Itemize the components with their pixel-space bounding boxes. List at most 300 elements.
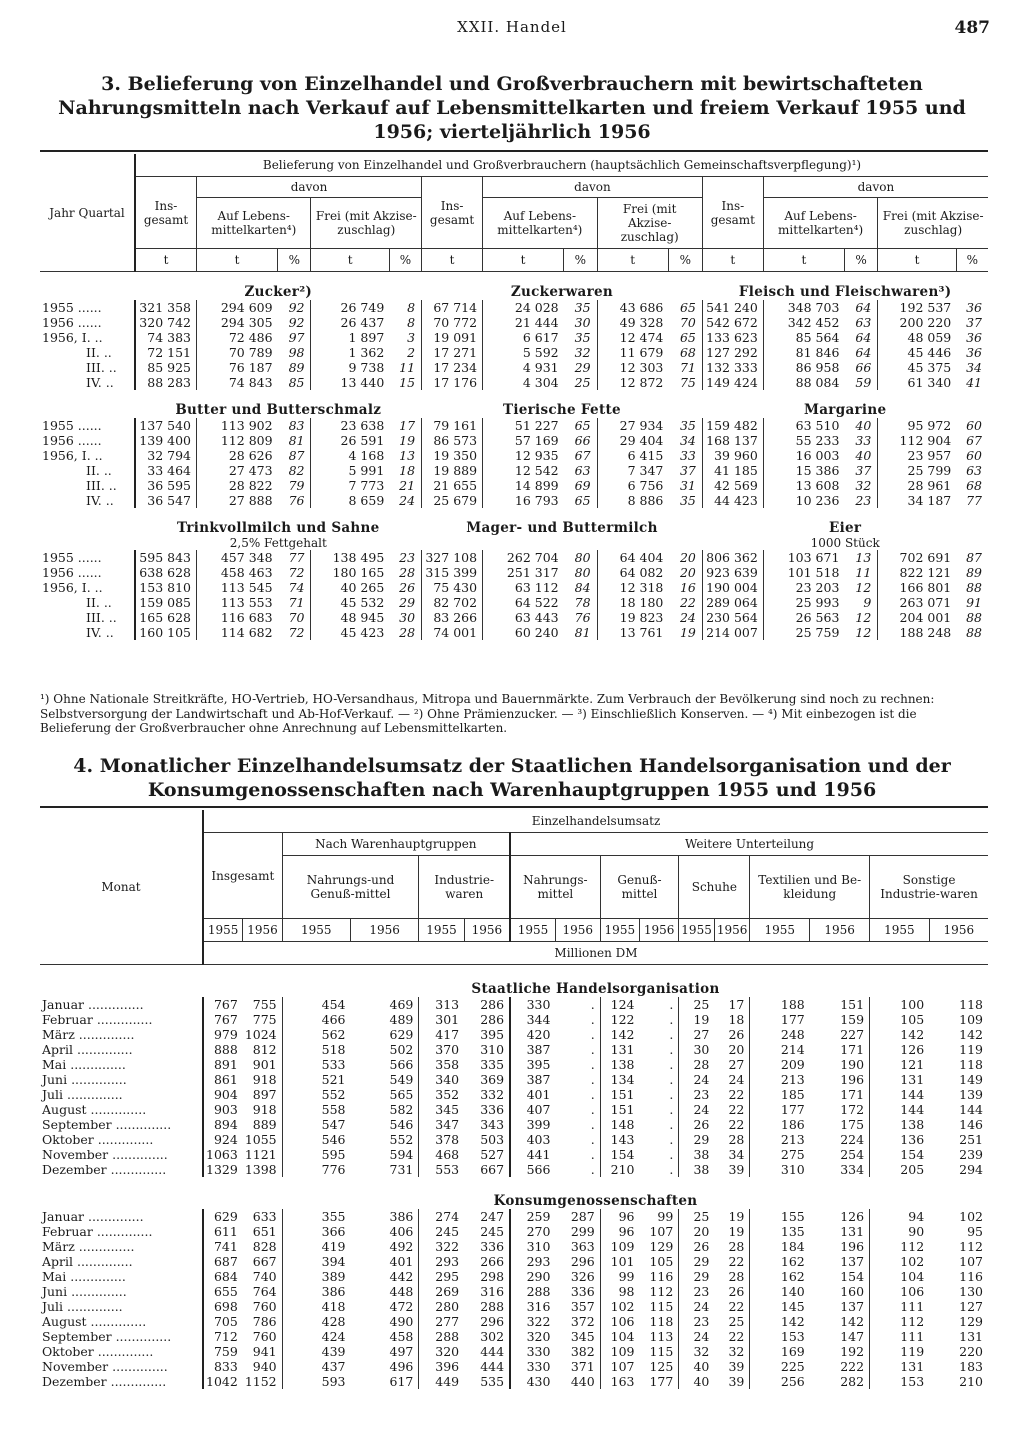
t4-num-cell: 698 <box>203 1299 243 1314</box>
t4-num-cell: 107 <box>649 1224 674 1239</box>
t3-head-units <box>40 249 988 272</box>
t4-num-cell: 22 <box>728 1087 745 1102</box>
t3-num-cell: 43 686 <box>597 300 668 315</box>
t3-pct-cell: 12 <box>855 625 872 640</box>
t4-num-cell: 270 <box>510 1224 555 1239</box>
t3-pct-cell: 20 <box>679 550 696 565</box>
t3-num-cell: 5 592 <box>483 345 564 360</box>
t4-year-1956: 1956 <box>555 919 600 942</box>
t3-num-cell: 21 655 <box>422 478 483 493</box>
t4-num-cell: 287 <box>570 1209 595 1224</box>
t3-num-cell: 160 105 <box>135 625 197 640</box>
t3-pct-cell: 98 <box>288 345 305 360</box>
t4-num-cell: 196 <box>840 1072 865 1087</box>
t3-num-cell: 19 823 <box>597 610 668 625</box>
t4-year-1956: 1956 <box>929 919 988 942</box>
t4-head-insgesamt: Insgesamt <box>203 833 282 919</box>
t4-num-cell: . <box>590 1117 595 1132</box>
t3-num-cell: 112 809 <box>197 433 278 448</box>
t4-num-cell: 420 <box>510 1027 555 1042</box>
t4-num-cell: 105 <box>870 1012 930 1027</box>
t4-num-cell: 293 <box>510 1254 555 1269</box>
t3-num-cell: 36 547 <box>135 493 197 508</box>
t3-pct-cell: 12 <box>855 580 872 595</box>
t3-num-cell: 24 028 <box>483 300 564 315</box>
t4-num-cell: 310 <box>750 1162 810 1177</box>
t3-row-label: III. .. <box>86 610 117 625</box>
t3-pct-cell: 28 <box>399 565 416 580</box>
t4-num-cell: 222 <box>840 1359 865 1374</box>
t3-pct-cell: 16 <box>679 580 696 595</box>
t3-num-cell: 4 931 <box>483 360 564 375</box>
t3-pct-cell: 31 <box>679 478 696 493</box>
t4-num-cell: 23 <box>679 1314 715 1329</box>
t3-group-title: Margarine <box>804 402 887 418</box>
t3-data-row <box>40 478 988 493</box>
t3-data-row <box>40 580 988 595</box>
t4-num-cell: 20 <box>679 1224 715 1239</box>
t3-pct-cell: 69 <box>574 478 591 493</box>
t3-pct-cell: 13 <box>855 550 872 565</box>
t4-num-cell: 403 <box>510 1132 555 1147</box>
t3-num-cell: 114 682 <box>197 625 278 640</box>
t4-num-cell: 521 <box>282 1072 350 1087</box>
t4-num-cell: . <box>669 1072 674 1087</box>
t4-num-cell: 131 <box>870 1072 930 1087</box>
t4-data-row <box>40 1209 988 1224</box>
t3-head-frei: Frei (mit Akzise-zuschlag) <box>311 198 422 249</box>
t4-num-cell: 1329 <box>203 1162 243 1177</box>
t4-month-label: Dezember .............. <box>42 1162 167 1177</box>
t4-month-label: Juli .............. <box>42 1087 123 1102</box>
t4-num-cell: 1063 <box>203 1147 243 1162</box>
t4-num-cell: 34 <box>728 1147 745 1162</box>
t4-num-cell: 28 <box>679 1057 715 1072</box>
t4-num-cell: 129 <box>959 1314 983 1329</box>
t4-data-row <box>40 1027 988 1042</box>
t4-num-cell: . <box>590 1132 595 1147</box>
t4-num-cell: 731 <box>389 1162 414 1177</box>
t4-num-cell: 99 <box>657 1209 674 1224</box>
t4-num-cell: 25 <box>679 1209 715 1224</box>
t4-num-cell: 286 <box>480 997 505 1012</box>
t4-year-1956: 1956 <box>464 919 510 942</box>
t3-num-cell: 83 266 <box>422 610 483 625</box>
t3-group-subnote <box>422 536 703 550</box>
t3-num-cell: 595 843 <box>135 550 197 565</box>
t4-num-cell: 274 <box>419 1209 464 1224</box>
t4-num-cell: 26 <box>679 1117 715 1132</box>
t4-num-cell: 1398 <box>244 1162 277 1177</box>
t3-num-cell: 72 151 <box>135 345 197 360</box>
t4-num-cell: 214 <box>750 1042 810 1057</box>
t4-num-cell: 518 <box>282 1042 350 1057</box>
t3-pct-cell: 68 <box>966 478 982 493</box>
t3-num-cell: 23 957 <box>878 448 956 463</box>
t3-pct-cell: 23 <box>855 493 872 508</box>
table4-title: 4. Monatlicher Einzelhandelsumsatz der Staatlichen Handelsorganisation und der Konsumgenossenschaften nach Warenhauptgruppen 1955 und 1956 <box>73 755 951 801</box>
t3-pct-cell: 84 <box>574 580 591 595</box>
t3-pct-cell: 63 <box>574 463 591 478</box>
t4-num-cell: 889 <box>252 1117 277 1132</box>
t4-num-cell: 147 <box>840 1329 865 1344</box>
t4-month-label: Mai .............. <box>42 1057 126 1072</box>
t4-num-cell: 940 <box>252 1359 277 1374</box>
t4-num-cell: 629 <box>389 1027 414 1042</box>
t4-num-cell: 448 <box>389 1284 414 1299</box>
t4-head-sonstige: Sonstige Industrie-waren <box>870 856 988 919</box>
t3-row-label: 1956, I. .. <box>42 448 103 463</box>
t4-num-cell: 684 <box>203 1269 243 1284</box>
t4-num-cell: 109 <box>600 1239 639 1254</box>
t3-num-cell: 45 423 <box>311 625 389 640</box>
t3-row-label: 1956 ...... <box>42 315 102 330</box>
t3-unit-pct: % <box>844 249 877 272</box>
t4-num-cell: 107 <box>959 1254 983 1269</box>
t3-num-cell: 48 059 <box>878 330 956 345</box>
t4-num-cell: 336 <box>570 1284 595 1299</box>
t3-num-cell: 17 271 <box>422 345 483 360</box>
t3-num-cell: 214 007 <box>702 625 763 640</box>
t4-num-cell: 366 <box>282 1224 350 1239</box>
t3-num-cell: 12 474 <box>597 330 668 345</box>
t4-num-cell: 40 <box>679 1359 715 1374</box>
t3-num-cell: 6 617 <box>483 330 564 345</box>
t3-pct-cell: 15 <box>399 375 416 390</box>
t4-year-1956: 1956 <box>243 919 282 942</box>
t3-unit-t: t <box>597 249 668 272</box>
table3-top-rule <box>40 150 988 152</box>
t3-pct-cell: 59 <box>855 375 872 390</box>
t4-num-cell: 439 <box>282 1344 350 1359</box>
t3-pct-cell: 40 <box>855 448 872 463</box>
t3-num-cell: 86 958 <box>763 360 844 375</box>
t4-year-1955: 1955 <box>510 919 555 942</box>
t4-num-cell: 131 <box>870 1359 930 1374</box>
t3-pct-cell: 88 <box>966 625 982 640</box>
t3-num-cell: 74 843 <box>197 375 278 390</box>
t4-num-cell: 172 <box>840 1102 865 1117</box>
t4-num-cell: 151 <box>600 1087 639 1102</box>
t3-num-cell: 23 203 <box>763 580 844 595</box>
t4-data-row <box>40 1269 988 1284</box>
t3-pct-cell: 82 <box>288 463 305 478</box>
t4-num-cell: 786 <box>252 1314 277 1329</box>
t4-num-cell: 162 <box>750 1254 810 1269</box>
t4-num-cell: 184 <box>750 1239 810 1254</box>
t3-unit-t: t <box>135 249 197 272</box>
t4-data-row <box>40 1254 988 1269</box>
t3-num-cell: 72 486 <box>197 330 278 345</box>
t3-data-row <box>40 595 988 610</box>
t4-num-cell: 382 <box>570 1344 595 1359</box>
t3-num-cell: 822 121 <box>878 565 956 580</box>
t3-pct-cell: 19 <box>679 625 696 640</box>
t3-num-cell: 4 168 <box>311 448 389 463</box>
t3-head-row-1 <box>40 154 988 177</box>
t3-num-cell: 342 452 <box>763 315 844 330</box>
t4-num-cell: 266 <box>480 1254 505 1269</box>
t4-num-cell: 941 <box>252 1344 277 1359</box>
t4-num-cell: 316 <box>480 1284 505 1299</box>
t4-num-cell: 358 <box>419 1057 464 1072</box>
t3-data-row <box>40 565 988 580</box>
t4-data-row <box>40 1162 988 1177</box>
t4-data-row <box>40 1147 988 1162</box>
t4-num-cell: 26 <box>679 1239 715 1254</box>
t4-num-cell: 138 <box>600 1057 639 1072</box>
t4-num-cell: 138 <box>870 1117 930 1132</box>
t4-num-cell: 29 <box>679 1254 715 1269</box>
t4-num-cell: 655 <box>203 1284 243 1299</box>
t3-pct-cell: 65 <box>679 330 696 345</box>
t4-num-cell: 897 <box>252 1087 277 1102</box>
t3-num-cell: 45 446 <box>878 345 956 360</box>
t3-pct-cell: 36 <box>966 345 982 360</box>
t3-pct-cell: 67 <box>966 433 982 448</box>
t3-num-cell: 82 702 <box>422 595 483 610</box>
t3-num-cell: 153 810 <box>135 580 197 595</box>
t3-unit-pct: % <box>278 249 311 272</box>
t3-stub-head: Jahr Quartal <box>40 154 135 272</box>
t3-group-subnote: 2,5% Fettgehalt <box>229 536 327 550</box>
t3-data-row <box>40 330 988 345</box>
t4-num-cell: 144 <box>870 1102 930 1117</box>
t3-data-row <box>40 418 988 433</box>
t3-pct-cell: 74 <box>288 580 305 595</box>
t3-num-cell: 19 350 <box>422 448 483 463</box>
t3-num-cell: 6 756 <box>597 478 668 493</box>
t4-month-label: September .............. <box>42 1117 172 1132</box>
t3-head-insgesamt: Ins-gesamt <box>422 177 483 249</box>
t4-num-cell: 245 <box>480 1224 505 1239</box>
t4-num-cell: 39 <box>728 1162 745 1177</box>
t4-num-cell: . <box>669 1132 674 1147</box>
t3-num-cell: 7 347 <box>597 463 668 478</box>
t4-num-cell: 151 <box>600 1102 639 1117</box>
t4-data-row <box>40 1042 988 1057</box>
t3-row-label: 1955 ...... <box>42 550 102 565</box>
t4-num-cell: 102 <box>959 1209 983 1224</box>
t4-num-cell: 298 <box>480 1269 505 1284</box>
t3-num-cell: 806 362 <box>702 550 763 565</box>
t3-row-label: 1956 ...... <box>42 433 102 448</box>
t3-num-cell: 67 714 <box>422 300 483 315</box>
page-number: 487 <box>954 18 990 38</box>
t4-data-row <box>40 1057 988 1072</box>
t4-num-cell: 458 <box>389 1329 414 1344</box>
t4-num-cell: 112 <box>870 1239 930 1254</box>
t3-pct-cell: 41 <box>966 375 982 390</box>
t3-head-karten: Auf Lebens-mittelkarten⁴) <box>763 198 877 249</box>
t3-row-label: IV. .. <box>86 375 114 390</box>
t3-pct-cell: 68 <box>679 345 696 360</box>
t3-group-title-row <box>40 272 988 301</box>
t3-num-cell: 40 265 <box>311 580 389 595</box>
t3-num-cell: 21 444 <box>483 315 564 330</box>
t4-num-cell: 140 <box>750 1284 810 1299</box>
t4-num-cell: 154 <box>840 1269 865 1284</box>
t4-num-cell: 125 <box>649 1359 674 1374</box>
t4-year-1956: 1956 <box>810 919 870 942</box>
t3-pct-cell: 70 <box>288 610 305 625</box>
t3-pct-cell: 8 <box>407 315 416 330</box>
table3-footnote: ¹) Ohne Nationale Streitkräfte, HO-Vertrieb, HO-Versandhaus, Mitropa und Bauernmärkte. Zum Verbrauch der Bevölkerung sind noch zu rechnen: Selbstversorgung der Landwirtschaft und Ab-Hof-Verkauf. — ²) Ohne Prämienzucker. — ³) Einschließlich Konserven. — ⁴) Mit einbezogen ist die Belieferung der Großverbraucher ohne Anrechnung auf Lebensmittelkarten. <box>40 692 935 735</box>
t4-num-cell: 175 <box>840 1117 865 1132</box>
t3-num-cell: 95 972 <box>878 418 956 433</box>
t4-num-cell: 401 <box>389 1254 414 1269</box>
t4-num-cell: 741 <box>203 1239 243 1254</box>
t4-num-cell: 102 <box>870 1254 930 1269</box>
t3-data-row <box>40 610 988 625</box>
t4-year-1955: 1955 <box>282 919 350 942</box>
t4-num-cell: 280 <box>419 1299 464 1314</box>
t4-num-cell: 38 <box>679 1162 715 1177</box>
t4-num-cell: 492 <box>389 1239 414 1254</box>
t4-num-cell: 322 <box>510 1314 555 1329</box>
t4-num-cell: 454 <box>282 997 350 1012</box>
t3-pct-cell: 36 <box>966 300 982 315</box>
t4-num-cell: 320 <box>419 1344 464 1359</box>
t3-num-cell: 7 773 <box>311 478 389 493</box>
t3-row-label: IV. .. <box>86 625 114 640</box>
t3-pct-cell: 35 <box>574 330 591 345</box>
t4-num-cell: 155 <box>750 1209 810 1224</box>
t3-num-cell: 85 564 <box>763 330 844 345</box>
t4-num-cell: 371 <box>570 1359 595 1374</box>
t3-pct-cell: 22 <box>679 595 696 610</box>
t4-num-cell: 440 <box>570 1374 595 1389</box>
t3-num-cell: 116 683 <box>197 610 278 625</box>
t4-num-cell: 406 <box>389 1224 414 1239</box>
t3-unit-t: t <box>422 249 483 272</box>
t4-num-cell: 100 <box>870 997 930 1012</box>
t4-month-label: August .............. <box>42 1102 147 1117</box>
t3-num-cell: 75 430 <box>422 580 483 595</box>
t3-pct-cell: 80 <box>574 565 591 580</box>
t3-num-cell: 70 772 <box>422 315 483 330</box>
t4-head-nach: Nach Warenhauptgruppen <box>282 833 510 856</box>
t4-num-cell: 149 <box>959 1072 983 1087</box>
t3-num-cell: 17 234 <box>422 360 483 375</box>
t4-num-cell: 126 <box>870 1042 930 1057</box>
t3-pct-cell: 18 <box>399 463 416 478</box>
t3-num-cell: 103 671 <box>763 550 844 565</box>
t4-num-cell: 183 <box>959 1359 983 1374</box>
t3-group-title-row <box>40 390 988 418</box>
t4-num-cell: 22 <box>728 1117 745 1132</box>
t4-num-cell: 122 <box>600 1012 639 1027</box>
t4-month-label: November .............. <box>42 1147 168 1162</box>
t4-num-cell: 118 <box>959 997 983 1012</box>
t4-num-cell: 160 <box>840 1284 865 1299</box>
t4-num-cell: 27 <box>728 1057 745 1072</box>
t3-unit-t: t <box>311 249 389 272</box>
t4-num-cell: 833 <box>203 1359 243 1374</box>
t4-num-cell: 23 <box>679 1284 715 1299</box>
t4-num-cell: 533 <box>282 1057 350 1072</box>
t3-num-cell: 137 540 <box>135 418 197 433</box>
t3-head-top: Belieferung von Einzelhandel und Großverbrauchern (hauptsächlich Gemeinschaftsverpflegung)¹) <box>135 154 988 177</box>
t4-head-textilien: Textilien und Be-kleidung <box>750 856 870 919</box>
t4-num-cell: 372 <box>570 1314 595 1329</box>
t4-num-cell: 259 <box>510 1209 555 1224</box>
t3-num-cell: 26 591 <box>311 433 389 448</box>
t3-num-cell: 25 799 <box>878 463 956 478</box>
t4-num-cell: 394 <box>282 1254 350 1269</box>
t4-num-cell: 535 <box>480 1374 505 1389</box>
t3-num-cell: 85 925 <box>135 360 197 375</box>
t4-num-cell: 142 <box>750 1314 810 1329</box>
t4-num-cell: 1024 <box>244 1027 277 1042</box>
t3-num-cell: 542 672 <box>702 315 763 330</box>
t4-num-cell: 163 <box>600 1374 639 1389</box>
t3-pct-cell: 30 <box>399 610 416 625</box>
t4-num-cell: 419 <box>282 1239 350 1254</box>
t4-data-row <box>40 1239 988 1254</box>
t4-num-cell: 552 <box>282 1087 350 1102</box>
t4-num-cell: . <box>669 1087 674 1102</box>
t4-unit: Millionen DM <box>203 942 988 965</box>
t3-group-title: Zuckerwaren <box>510 284 614 300</box>
t3-head-frei: Frei (mit Akzise-zuschlag) <box>597 198 702 249</box>
t3-group-title: Mager- und Buttermilch <box>466 520 658 536</box>
t4-num-cell: 23 <box>679 1087 715 1102</box>
t4-year-1955: 1955 <box>203 919 243 942</box>
t3-pct-cell: 92 <box>288 315 305 330</box>
t3-pct-cell: 40 <box>855 418 872 433</box>
t4-data-row <box>40 1284 988 1299</box>
t4-num-cell: 153 <box>870 1374 930 1389</box>
t3-pct-cell: 2 <box>407 345 416 360</box>
table3 <box>40 154 988 640</box>
t4-month-label: April .............. <box>42 1042 133 1057</box>
t4-num-cell: 112 <box>959 1239 983 1254</box>
running-header <box>0 18 1024 42</box>
t4-num-cell: 131 <box>959 1329 983 1344</box>
t4-data-row <box>40 1374 988 1389</box>
t4-num-cell: 302 <box>480 1329 505 1344</box>
t3-num-cell: 638 628 <box>135 565 197 580</box>
t3-num-cell: 204 001 <box>878 610 956 625</box>
t4-num-cell: 131 <box>840 1224 865 1239</box>
t4-head-top: Einzelhandelsumsatz <box>203 810 988 833</box>
t4-num-cell: 442 <box>389 1269 414 1284</box>
t3-num-cell: 9 738 <box>311 360 389 375</box>
t4-year-1956: 1956 <box>350 919 418 942</box>
t4-num-cell: 386 <box>389 1209 414 1224</box>
t3-num-cell: 29 404 <box>597 433 668 448</box>
t4-num-cell: 558 <box>282 1102 350 1117</box>
t3-unit-t: t <box>878 249 956 272</box>
t4-num-cell: 162 <box>750 1269 810 1284</box>
t4-num-cell: 594 <box>389 1147 414 1162</box>
t4-num-cell: 99 <box>600 1269 639 1284</box>
t4-num-cell: . <box>669 1057 674 1072</box>
t4-num-cell: 345 <box>419 1102 464 1117</box>
t3-num-cell: 262 704 <box>483 550 564 565</box>
t3-num-cell: 149 424 <box>702 375 763 390</box>
t3-pct-cell: 32 <box>574 345 591 360</box>
t3-head-frei: Frei (mit Akzise-zuschlag) <box>878 198 988 249</box>
t4-num-cell: 330 <box>510 1344 555 1359</box>
t3-num-cell: 27 473 <box>197 463 278 478</box>
t4-num-cell: 24 <box>679 1329 715 1344</box>
t3-num-cell: 192 537 <box>878 300 956 315</box>
t4-num-cell: 213 <box>750 1132 810 1147</box>
t4-year-1955: 1955 <box>679 919 715 942</box>
t4-num-cell: 142 <box>959 1027 983 1042</box>
